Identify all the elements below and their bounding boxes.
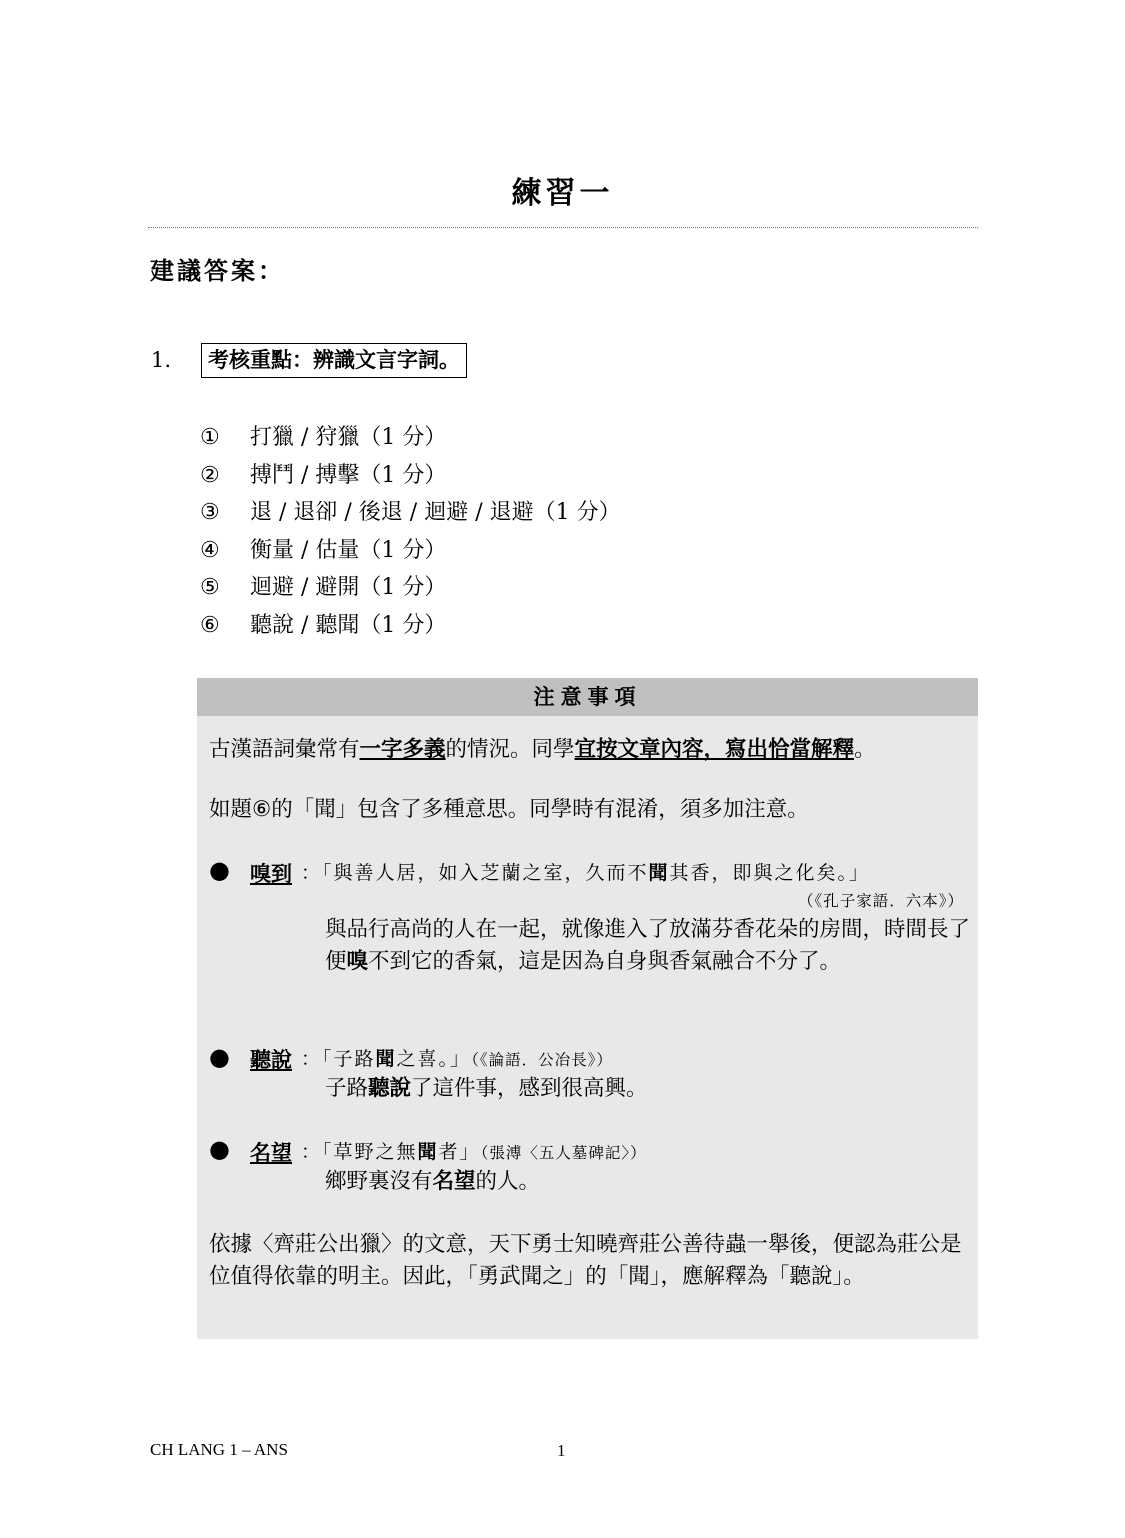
suggested-answers-heading: 建議答案： xyxy=(150,256,285,285)
question-number: 1. xyxy=(151,348,172,372)
key-character: 聞 xyxy=(648,862,670,884)
answer-text: 搏鬥 / 搏擊（1 分） xyxy=(250,462,447,488)
title-divider xyxy=(148,227,978,228)
answer-text: 聽說 / 聽聞（1 分） xyxy=(250,612,447,638)
answer-text: 退 / 退卻 / 後退 / 迴避 / 退避（1 分） xyxy=(250,500,621,525)
emphasis-text: 宜按文章內容，寫出恰當解釋 xyxy=(574,737,855,762)
notes-paragraph-2: 如題⑥的「聞」包含了多種意思。同學時有混淆，須多加注意。 xyxy=(209,797,809,822)
text-run: 了這件事，感到很高興。 xyxy=(411,1076,648,1101)
answer-number: ⑥ xyxy=(200,612,220,638)
key-character: 聞 xyxy=(417,1141,439,1163)
answer-number: ② xyxy=(200,462,220,488)
text-run: 。 xyxy=(854,737,876,762)
meaning-term: 名望 xyxy=(250,1141,292,1165)
bullet-icon: ● xyxy=(209,856,230,884)
quote-text: 「與善人居，如入芝蘭之室，久而不 xyxy=(322,862,649,884)
key-word: 嗅 xyxy=(346,949,369,974)
modern-explanation xyxy=(325,914,970,978)
answer-number: ⑤ xyxy=(200,575,220,600)
answer-text: 迴避 / 避開（1 分） xyxy=(250,575,447,600)
notes-paragraph-1 xyxy=(209,732,876,763)
quote-source: （《孔子家語．六本》） xyxy=(797,892,964,910)
quote-text: 其香，即與之化矣。」 xyxy=(669,862,871,884)
conclusion-paragraph: 依據〈齊莊公出獵〉的文意，天下勇士知曉齊莊公善待蟲一舉後，便認為莊公是位值得依靠的明主。因此，「勇武聞之」的「聞」，應解釋為「聽說」。 xyxy=(209,1232,962,1289)
page-number: 1 xyxy=(557,1441,566,1460)
text-run: 與品行高尚的人在一起，就像進入了放滿芬香花朵的房間，時間長了便 xyxy=(325,917,971,974)
answer-number: ③ xyxy=(200,500,220,525)
answer-number: ④ xyxy=(200,537,220,563)
quote-text: 「草野之無 xyxy=(322,1141,418,1163)
answer-text: 衡量 / 估量（1 分） xyxy=(250,537,447,563)
emphasis-text: 一字多義 xyxy=(359,737,446,762)
answer-item xyxy=(200,494,621,532)
bullet-icon: ● xyxy=(209,1135,230,1163)
classical-quote xyxy=(301,1137,647,1164)
bullet-icon: ● xyxy=(209,1043,230,1071)
answer-item xyxy=(200,419,621,457)
key-word: 聽說 xyxy=(368,1076,412,1101)
meaning-term: 聽說 xyxy=(250,1048,292,1072)
quote-text: 者」 xyxy=(438,1141,481,1163)
page-title: 練習一 xyxy=(511,176,614,211)
answer-number: ① xyxy=(200,425,220,450)
text-run: 子路 xyxy=(325,1076,369,1101)
text-run: 的人。 xyxy=(475,1169,541,1194)
answer-text: 打獵 / 狩獵（1 分） xyxy=(250,425,447,450)
quote-source: （《論語．公冶長》） xyxy=(471,1051,613,1069)
notes-heading: 注意事項 xyxy=(197,678,978,716)
key-character: 聞 xyxy=(375,1048,397,1070)
key-word: 名望 xyxy=(432,1169,476,1194)
colon: ： xyxy=(301,1141,323,1163)
classical-quote xyxy=(301,858,870,885)
colon: ： xyxy=(301,862,323,884)
modern-explanation xyxy=(325,1166,970,1198)
quote-text: 之喜。」 xyxy=(396,1048,472,1070)
text-run: 的情況。同學 xyxy=(445,737,575,762)
answer-item xyxy=(200,569,621,607)
answer-item xyxy=(200,457,621,495)
text-run: 古漢語詞彙常有 xyxy=(209,737,360,762)
footer-label: CH LANG 1 – ANS xyxy=(150,1440,288,1459)
meaning-term: 嗅到 xyxy=(250,862,292,886)
text-run: 不到它的香氣，這是因為自身與香氣融合不分了。 xyxy=(368,949,842,974)
colon: ： xyxy=(301,1048,323,1070)
notes-panel xyxy=(197,678,978,1339)
answer-item xyxy=(200,532,621,570)
classical-quote xyxy=(301,1044,613,1071)
answer-item xyxy=(200,607,621,645)
answer-list xyxy=(200,419,621,644)
modern-explanation xyxy=(325,1073,970,1105)
assessment-focus-box: 考核重點：辨識文言字詞。 xyxy=(201,343,467,378)
text-run: 鄉野裏沒有 xyxy=(325,1169,433,1194)
quote-text: 「子路 xyxy=(322,1048,376,1070)
quote-source: （張溥〈五人墓碑記〉） xyxy=(480,1144,647,1162)
